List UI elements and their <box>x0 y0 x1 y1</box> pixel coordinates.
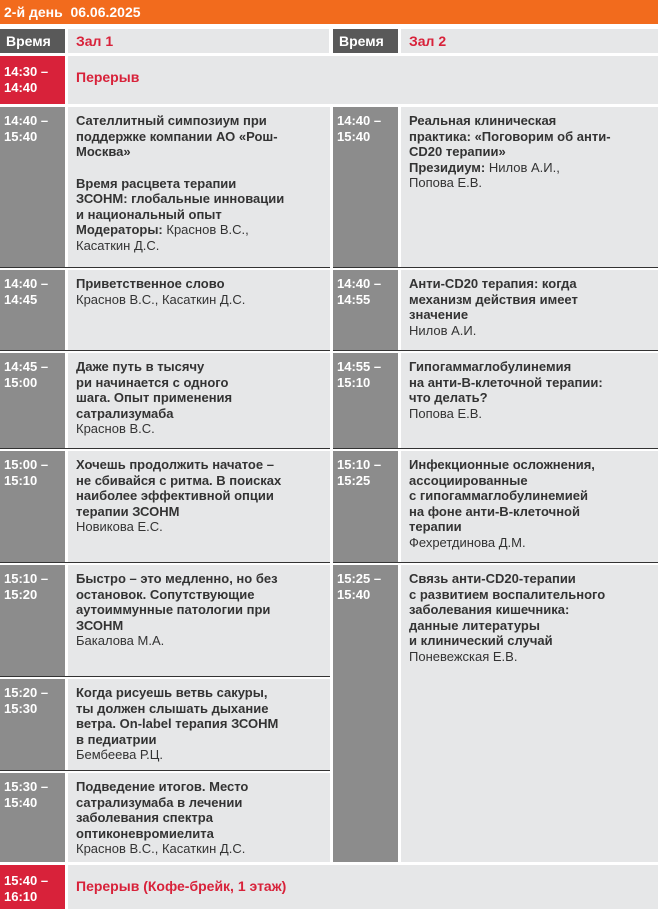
hall2-s5-content: Связь анти-CD20-терапии с развитием воспалительного заболевания кишечника: данные литературы и клинический случай Поневежская Е.В. <box>401 565 658 862</box>
hall1-s4-content: Хочешь продолжить начатое – не сбивайся с ритма. В поисках наиболее эффективной опции терапии ЗСОНМ Новикова Е.С. <box>68 451 330 562</box>
hall2-s1-time: 14:40 – 15:40 <box>333 107 398 267</box>
hall2-header: Зал 2 <box>401 29 658 53</box>
hall1-s1-time: 14:40 – 15:40 <box>0 107 65 267</box>
hall1-s1-content: Сателлитный симпозиум при поддержке компании АО «Рош- Москва» Время расцвета терапии ЗСОНМ: глобальные инновации и национальный опыт Модераторы: Краснов В.С., Касаткин Д.С. <box>68 107 330 267</box>
hall1-s3-time: 14:45 – 15:00 <box>0 353 65 448</box>
hall1-s5-content: Быстро – это медленно, но без остановок. Сопутствующие аутоиммунные патологии при ЗСОНМ Бакалова М.А. <box>68 565 330 676</box>
time-header-2: Время <box>333 29 398 53</box>
hall2-s1-content: Реальная клиническая практика: «Поговорим об анти- CD20 терапии» Президиум: Нилов А.И., Попова Е.В. <box>401 107 658 267</box>
hall1-s2-time: 14:40 – 14:45 <box>0 270 65 350</box>
break2-title: Перерыв (Кофе-брейк, 1 этаж) <box>68 865 658 909</box>
hall2-s4-content: Инфекционные осложнения, ассоциированные с гипогаммаглобулинемией на фоне анти-В-клеточной терапии Фехретдинова Д.М. <box>401 451 658 562</box>
hall1-s6-time: 15:20 – 15:30 <box>0 679 65 770</box>
day-header <box>0 0 658 24</box>
break1-title: Перерыв <box>68 56 658 104</box>
break2-time: 15:40 – 16:10 <box>0 865 65 909</box>
hall1-s5-time: 15:10 – 15:20 <box>0 565 65 676</box>
hall1-s2-content: Приветственное слово Краснов В.С., Касаткин Д.С. <box>68 270 330 350</box>
hall2-s3-time: 14:55 – 15:10 <box>333 353 398 448</box>
day-date: 06.06.2025 <box>70 4 141 20</box>
hall1-s7-content: Подведение итогов. Место сатрализумаба в лечении заболевания спектра оптиконевромиелита Краснов В.С., Касаткин Д.С. <box>68 773 330 862</box>
day-label: 2-й день <box>4 4 63 20</box>
hall1-s3-content: Даже путь в тысячу ри начинается с одного шага. Опыт применения сатрализумаба Краснов В.С. <box>68 353 330 448</box>
hall2-s2-time: 14:40 – 14:55 <box>333 270 398 350</box>
hall2-s2-content: Анти-CD20 терапия: когда механизм действия имеет значение Нилов А.И. <box>401 270 658 350</box>
hall1-header: Зал 1 <box>68 29 329 53</box>
hall1-s7-time: 15:30 – 15:40 <box>0 773 65 862</box>
hall2-s3-content: Гипогаммаглобулинемия на анти-В-клеточной терапии: что делать? Попова Е.В. <box>401 353 658 448</box>
time-header-1: Время <box>0 29 65 53</box>
hall2-s4-time: 15:10 – 15:25 <box>333 451 398 562</box>
hall1-s4-time: 15:00 – 15:10 <box>0 451 65 562</box>
hall2-s5-time: 15:25 – 15:40 <box>333 565 398 862</box>
hall1-s6-content: Когда рисуешь ветвь сакуры, ты должен слышать дыхание ветра. On-label терапия ЗСОНМ в педиатрии Бембеева Р.Ц. <box>68 679 330 770</box>
break1-time: 14:30 – 14:40 <box>0 56 65 104</box>
